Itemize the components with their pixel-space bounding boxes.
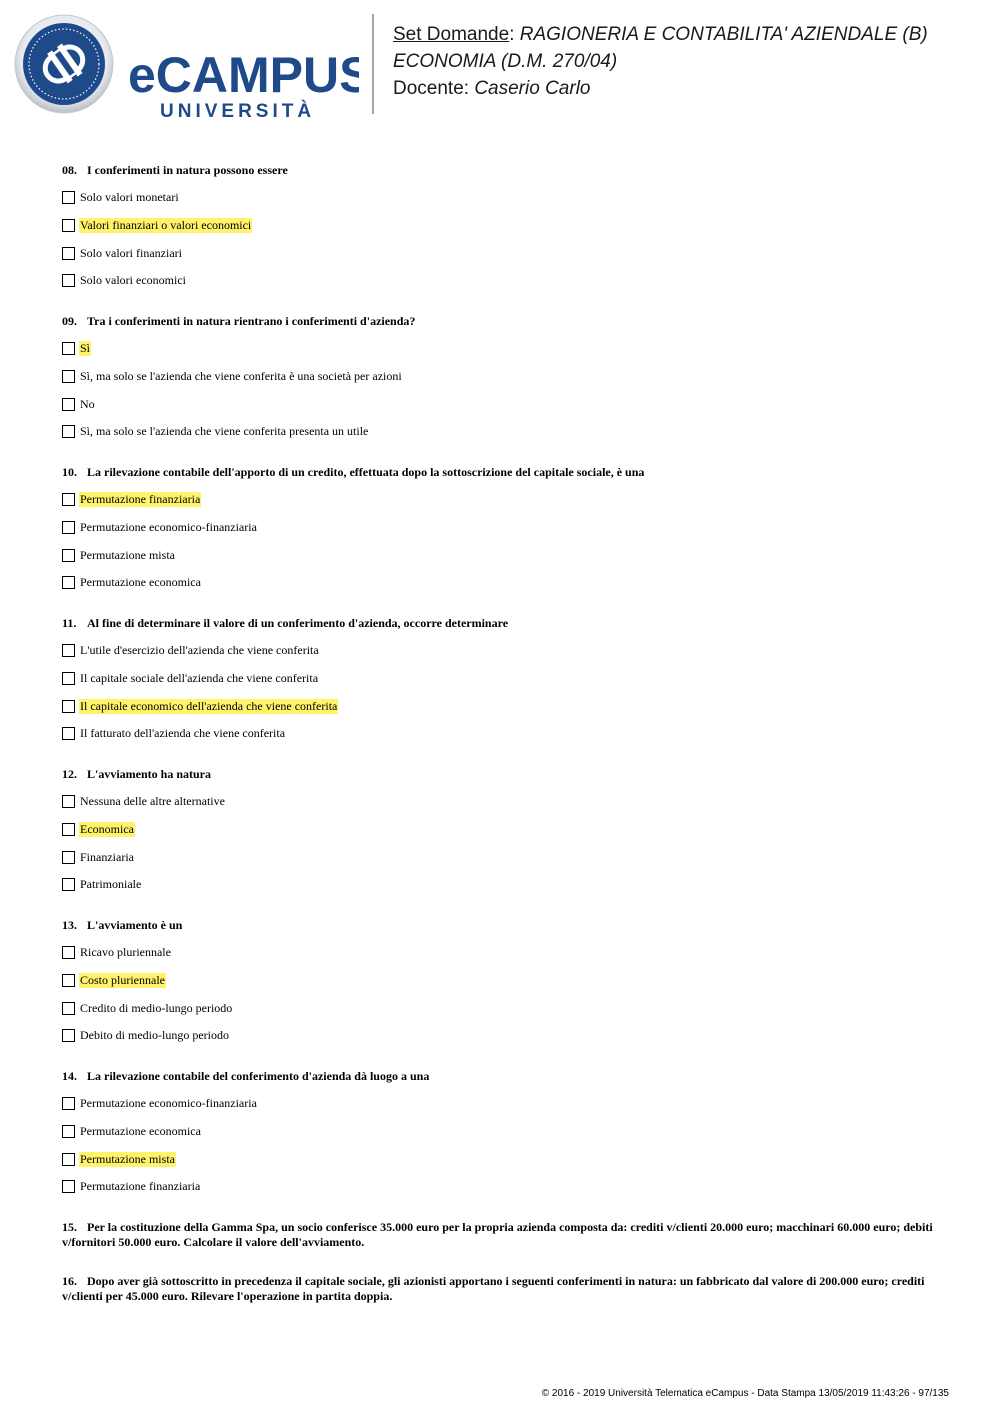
- option-label: Permutazione economica: [80, 574, 201, 589]
- answer-option[interactable]: [62, 876, 142, 892]
- checkbox[interactable]: [62, 576, 75, 589]
- course-header: [393, 21, 983, 102]
- teacher-name: Caserio Carlo: [474, 78, 591, 99]
- header-divider: [372, 14, 374, 114]
- checkbox[interactable]: [62, 274, 75, 287]
- checkbox[interactable]: [62, 974, 75, 987]
- question-title: 16. Dopo aver già sottoscritto in precedenza il capitale sociale, gli azionisti apportano i seguenti conferimenti in natura: un fabbricato dal valore di 200.000 euro; crediti v/clienti per 45.000 euro. Rilevare l'operazione in partita doppia.: [62, 1274, 925, 1303]
- answer-option[interactable]: [62, 821, 135, 837]
- option-label: Sì: [80, 340, 91, 355]
- option-label: Permutazione economico-finanziaria: [80, 519, 257, 534]
- option-label: Ricavo pluriennale: [80, 944, 171, 959]
- option-label: Patrimoniale: [80, 876, 142, 891]
- question-title: 11. Al fine di determinare il valore di un conferimento d'azienda, occorre determinare: [62, 616, 509, 630]
- answer-option[interactable]: [62, 217, 252, 233]
- option-label: Sì, ma solo se l'azienda che viene conferita è una società per azioni: [80, 368, 402, 383]
- question-title: 15. Per la costituzione della Gamma Spa, un socio conferisce 35.000 euro per la propria azienda composta da: crediti v/clienti 20.000 euro; macchinari 60.000 euro; debiti v/fornitori 50.000 euro. Calcolare il valore dell'avviamento.: [62, 1220, 933, 1249]
- question-15: [62, 1220, 942, 1250]
- question-09: [62, 314, 942, 438]
- ecampus-seal-icon: [14, 14, 359, 124]
- answer-option[interactable]: [62, 189, 180, 205]
- question-11: [62, 616, 942, 740]
- ecampus-logo: [14, 14, 359, 124]
- answer-option[interactable]: [62, 574, 202, 590]
- logo-subtitle: UNIVERSITÀ: [160, 101, 316, 122]
- checkbox[interactable]: [62, 1180, 75, 1193]
- option-label: Permutazione economico-finanziaria: [80, 1095, 257, 1110]
- checkbox[interactable]: [62, 342, 75, 355]
- page-footer: © 2016 - 2019 Università Telematica eCampus - Data Stampa 13/05/2019 11:43:26 - 97/135: [541, 1388, 949, 1399]
- answer-option[interactable]: [62, 698, 338, 714]
- checkbox[interactable]: [62, 191, 75, 204]
- answer-option[interactable]: [62, 340, 91, 356]
- set-label: Set Domande: [393, 24, 510, 45]
- checkbox[interactable]: [62, 398, 75, 411]
- checkbox[interactable]: [62, 672, 75, 685]
- option-label: Solo valori economici: [80, 272, 186, 287]
- option-label: Permutazione finanziaria: [80, 1178, 201, 1193]
- option-label: Credito di medio-lungo periodo: [80, 1000, 233, 1015]
- checkbox[interactable]: [62, 1153, 75, 1166]
- option-label: Permutazione economica: [80, 1123, 201, 1138]
- question-title: 08. I conferimenti in natura possono essere: [62, 163, 288, 177]
- option-label: Il capitale sociale dell'azienda che viene conferita: [80, 670, 319, 685]
- answer-option[interactable]: [62, 491, 201, 507]
- question-title: 10. La rilevazione contabile dell'apporto di un credito, effettuata dopo la sottoscrizione del capitale sociale, è una: [62, 465, 645, 479]
- option-label: Economica: [80, 821, 134, 836]
- checkbox[interactable]: [62, 946, 75, 959]
- option-label: No: [80, 396, 95, 411]
- answer-option[interactable]: [62, 245, 183, 261]
- question-08: [62, 163, 942, 287]
- option-label: Permutazione finanziaria: [80, 491, 201, 506]
- checkbox[interactable]: [62, 425, 75, 438]
- checkbox[interactable]: [62, 700, 75, 713]
- answer-option[interactable]: [62, 1178, 201, 1194]
- option-label: Finanziaria: [80, 849, 134, 864]
- checkbox[interactable]: [62, 370, 75, 383]
- checkbox[interactable]: [62, 1097, 75, 1110]
- option-label: Nessuna delle altre alternative: [80, 793, 225, 808]
- option-label: Debito di medio-lungo periodo: [80, 1027, 229, 1042]
- checkbox[interactable]: [62, 727, 75, 740]
- checkbox[interactable]: [62, 878, 75, 891]
- checkbox[interactable]: [62, 549, 75, 562]
- checkbox[interactable]: [62, 851, 75, 864]
- answer-option[interactable]: [62, 1095, 258, 1111]
- teacher-label: Docente:: [393, 78, 475, 99]
- checkbox[interactable]: [62, 493, 75, 506]
- option-label: Sì, ma solo se l'azienda che viene conferita presenta un utile: [80, 423, 369, 438]
- answer-option[interactable]: [62, 396, 96, 412]
- checkbox[interactable]: [62, 1002, 75, 1015]
- answer-option[interactable]: [62, 368, 403, 384]
- question-title: 09. Tra i conferimenti in natura rientrano i conferimenti d'azienda?: [62, 314, 416, 328]
- question-title: 14. La rilevazione contabile del conferimento d'azienda dà luogo a una: [62, 1069, 430, 1083]
- option-label: Solo valori monetari: [80, 189, 179, 204]
- answer-option[interactable]: [62, 547, 176, 563]
- answer-option[interactable]: [62, 1027, 230, 1043]
- checkbox[interactable]: [62, 823, 75, 836]
- answer-option[interactable]: [62, 423, 369, 439]
- course-title: RAGIONERIA E CONTABILITA' AZIENDALE (B): [519, 24, 928, 45]
- checkbox[interactable]: [62, 1029, 75, 1042]
- answer-option[interactable]: [62, 793, 226, 809]
- answer-option[interactable]: [62, 670, 319, 686]
- course-line-1: [393, 21, 983, 48]
- question-13: [62, 918, 942, 1042]
- answer-option[interactable]: [62, 725, 286, 741]
- checkbox[interactable]: [62, 247, 75, 260]
- set-separator: :: [509, 24, 520, 45]
- checkbox[interactable]: [62, 795, 75, 808]
- teacher-line: [393, 75, 983, 102]
- checkbox[interactable]: [62, 219, 75, 232]
- logo-wordmark: eCAMPUS: [128, 47, 359, 103]
- checkbox[interactable]: [62, 644, 75, 657]
- answer-option[interactable]: [62, 519, 258, 535]
- question-14: [62, 1069, 942, 1193]
- option-label: Costo pluriennale: [80, 972, 165, 987]
- checkbox[interactable]: [62, 1125, 75, 1138]
- option-label: Solo valori finanziari: [80, 245, 182, 260]
- checkbox[interactable]: [62, 521, 75, 534]
- answer-option[interactable]: [62, 1000, 233, 1016]
- answer-option[interactable]: [62, 272, 187, 288]
- question-10: [62, 465, 942, 589]
- option-label: L'utile d'esercizio dell'azienda che viene conferita: [80, 642, 319, 657]
- answer-option[interactable]: [62, 944, 172, 960]
- answer-option[interactable]: [62, 1123, 202, 1139]
- option-label: Il fatturato dell'azienda che viene conferita: [80, 725, 286, 740]
- option-label: Permutazione mista: [80, 547, 175, 562]
- question-title: 12. L'avviamento ha natura: [62, 767, 212, 781]
- question-12: [62, 767, 942, 891]
- option-label: Il capitale economico dell'azienda che viene conferita: [80, 698, 338, 713]
- course-line-2: ECONOMIA (D.M. 270/04): [393, 51, 618, 72]
- answer-option[interactable]: [62, 642, 320, 658]
- question-16: [62, 1274, 942, 1304]
- option-label: Valori finanziari o valori economici: [80, 217, 252, 232]
- option-label: Permutazione mista: [80, 1151, 175, 1166]
- answer-option[interactable]: [62, 972, 166, 988]
- answer-option[interactable]: [62, 849, 135, 865]
- question-title: 13. L'avviamento è un: [62, 918, 183, 932]
- answer-option[interactable]: [62, 1151, 176, 1167]
